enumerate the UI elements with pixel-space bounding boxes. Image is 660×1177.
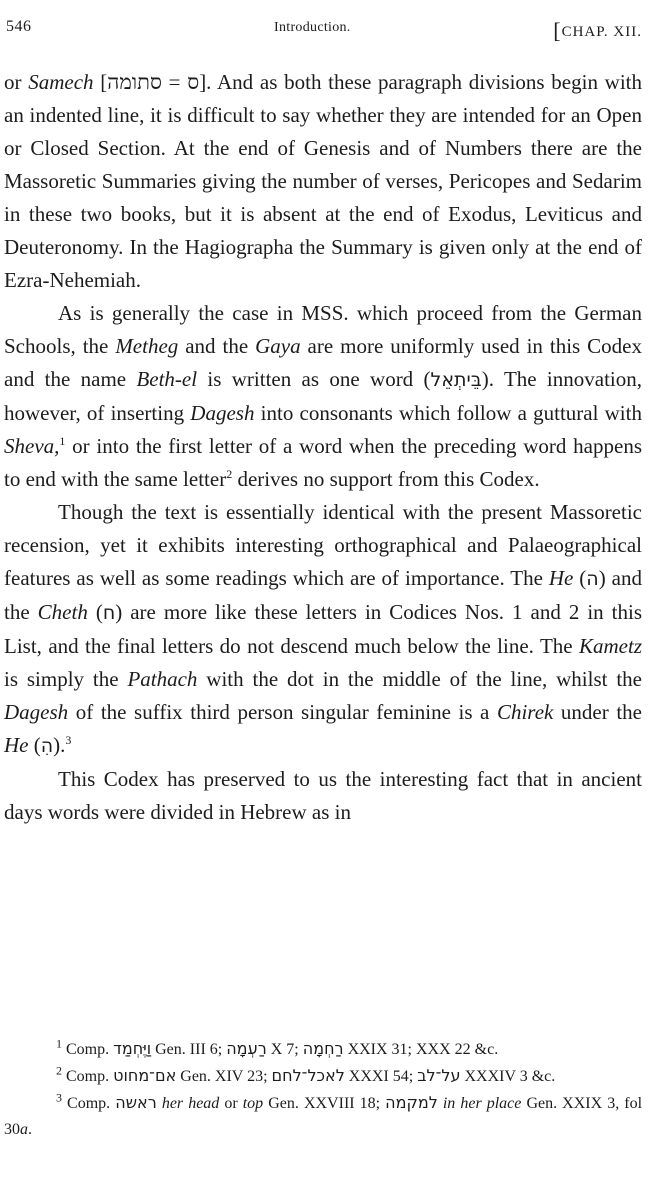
hebrew-word: לאכל־לחם <box>271 1066 345 1085</box>
italic-term: in her place <box>442 1095 522 1112</box>
paragraph-4 <box>4 763 642 829</box>
text-run: Comp. <box>62 1041 114 1058</box>
text-run: [ס = סתומה]. And as both these paragraph divisions begin with an indented line, it is difficult to say whether they are intended for an Open or Closed Section. At the end of Genesis and of Numbers there are the Massoretic Summaries giving the number of verses, Pericopes and Sedarim in these two books, but it is absent at the end of Exodus, Leviticus and Deuteronomy. In the Hagiographa the Summary is given only at the end of Ezra-Nehemiah. <box>4 70 643 292</box>
text-run: ( <box>28 733 41 757</box>
text-run: Gen. XIV 23; <box>176 1068 272 1085</box>
italic-term: Gaya <box>255 334 301 358</box>
text-run: Comp. <box>62 1068 114 1085</box>
italic-term: Metheg <box>115 334 179 358</box>
text-run: Gen. XXIX 3, fol <box>521 1095 643 1112</box>
italic-term: Dagesh <box>190 401 255 425</box>
hebrew-word: על־לב <box>417 1066 461 1085</box>
text-run: Gen. III 6; <box>151 1041 227 1058</box>
hebrew-word: רַעְמָה <box>226 1039 267 1058</box>
text-run: is written as one word ( <box>197 367 431 391</box>
footnote-marker: 1 <box>56 1036 62 1051</box>
footnote-1 <box>4 1036 642 1063</box>
footnote-marker: 1 <box>59 434 66 448</box>
italic-term: top <box>242 1095 264 1112</box>
hebrew-word: ראשה <box>115 1093 157 1112</box>
hebrew-word: ה <box>586 568 599 590</box>
text-run: or <box>219 1095 243 1112</box>
text-run: XXXIV 3 &c. <box>460 1068 556 1085</box>
text-run: This Codex has preserved to us the interesting fact that in ancient days words were divided in Hebrew as in <box>4 767 642 824</box>
text-run: 30 <box>4 1121 20 1138</box>
hebrew-word: בֵּיתְאֵל <box>430 369 482 391</box>
text-run: ) are more like these letters in Codices Nos. 1 and 2 in this List, and the final letters do not descend much below the line. The <box>4 600 642 658</box>
footnote-3 <box>4 1090 642 1143</box>
text-run: derives no support from this Codex. <box>232 467 540 491</box>
footnote-2 <box>4 1063 642 1090</box>
text-run: under the <box>553 700 642 724</box>
text-run: ). <box>53 733 66 757</box>
text-run: Gen. XXVIII 18; <box>263 1095 386 1112</box>
italic-term: He <box>4 733 29 757</box>
italic-term: her head <box>161 1095 220 1112</box>
italic-term: a <box>20 1121 28 1138</box>
text-run: and the <box>178 334 256 358</box>
text-run: are more uniformly used in this Codex and the name <box>4 334 642 391</box>
italic-term: Pathach <box>127 667 198 691</box>
text-run: ). The innovation, however, of inserting <box>4 367 642 425</box>
italic-term: He <box>548 566 574 590</box>
italic-term: Chirek <box>496 700 554 724</box>
text-run: with the dot in the middle of the line, whilst the <box>197 667 642 691</box>
footnotes <box>4 1036 642 1143</box>
chapter-label <box>553 16 642 42</box>
footnote-marker: 2 <box>226 467 233 481</box>
text-run: of the suffix third person singular feminine is a <box>68 700 497 724</box>
text-run: XXXI 54; <box>344 1068 418 1085</box>
text-run: XXIX 31; XXX 22 &c. <box>343 1041 499 1058</box>
italic-term: Sheva, <box>4 434 60 458</box>
running-head <box>4 12 642 42</box>
paragraph-3 <box>4 496 642 763</box>
running-title: Introduction. <box>274 20 351 35</box>
main-text <box>4 66 642 829</box>
text-run: Though the text is essentially identical with the present Massoretic recension, yet it exhibits interesting orthographical and Palaeographical features as well as some readings which are of importance. The <box>4 500 642 590</box>
text-run: ( <box>573 566 587 590</box>
chapter-text: CHAP. XII. <box>561 24 642 40</box>
italic-term: Kametz <box>579 634 642 658</box>
page-number: 546 <box>6 18 32 35</box>
italic-term: Samech <box>28 70 94 94</box>
text-run: ( <box>87 600 103 624</box>
paragraph-2 <box>4 297 642 496</box>
text-run: ) and the <box>4 566 642 624</box>
chapter-bracket: [ <box>553 18 562 43</box>
text-run: or <box>4 70 29 94</box>
text-run: As is generally the case in MSS. which proceed from the German Schools, the <box>4 301 642 358</box>
hebrew-word: וַיֶּחְמַד <box>113 1039 152 1058</box>
italic-term: Dagesh <box>4 700 69 724</box>
hebrew-word: ח <box>102 602 116 624</box>
text-run: is simply the <box>4 667 128 691</box>
hebrew-word: אם־מחוט <box>113 1066 177 1085</box>
hebrew-word: למקמה <box>385 1093 438 1112</box>
paragraph-1 <box>4 66 642 297</box>
hebrew-word: רַחְמָה <box>302 1039 344 1058</box>
footnote-marker: 3 <box>56 1090 62 1105</box>
hebrew-word: הִ <box>40 735 54 757</box>
text-run: X 7; <box>266 1041 303 1058</box>
text-run: Comp. <box>62 1095 116 1112</box>
text-run: into consonants which follow a guttural with <box>254 401 642 425</box>
italic-term: Beth-el <box>136 367 198 391</box>
footnote-marker: 3 <box>65 733 72 747</box>
text-run: . <box>28 1121 32 1138</box>
text-run: or into the first letter of a word when the preceding word happens to end with the same letter <box>4 434 642 491</box>
footnote-marker: 2 <box>56 1063 62 1078</box>
italic-term: Cheth <box>37 600 88 624</box>
